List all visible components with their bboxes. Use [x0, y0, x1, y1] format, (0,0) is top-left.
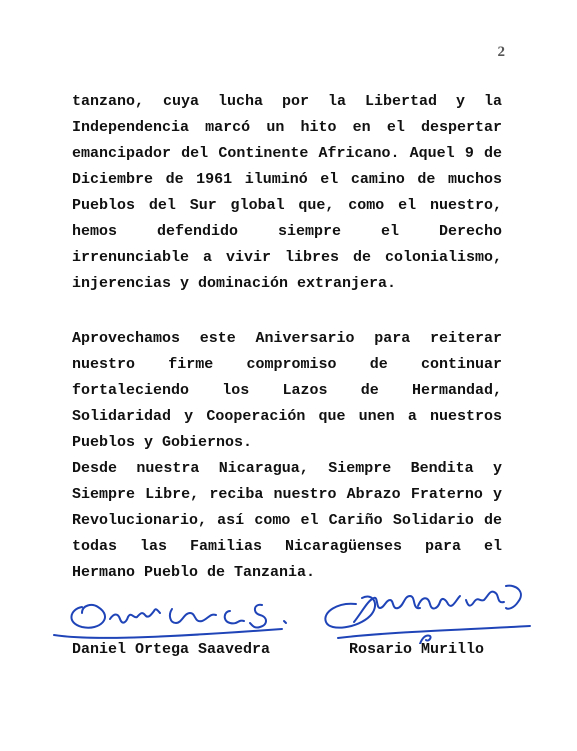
letter-paragraph-2: Aprovechamos este Aniversario para reiterar nuestro firme compromiso de continuar fortaleciendo los Lazos de Hermandad, Solidaridad y Cooperación que unen a nuestros Pueblos y Gobiernos.	[72, 330, 502, 451]
letter-paragraph-1: tanzano, cuya lucha por la Libertad y la Independencia marcó un hito en el despertar emancipador del Continente Africano. Aquel 9 de Diciembre de 1961 iluminó el camino de muchos Pueblos del Sur global que, como el nuestro, hemos defendido siempre el Derecho irrenunciable a vivir libres de colonialismo, injerencias y dominación extranjera.	[72, 93, 502, 292]
page-number: 2	[497, 44, 505, 60]
signatory-name-2: Rosario Murillo	[349, 641, 485, 658]
signature-daniel-ortega	[52, 595, 307, 645]
letter-paragraph-3: Desde nuestra Nicaragua, Siempre Bendita y Siempre Libre, reciba nuestro Abrazo Fraterno y Revolucionario, así como el Cariño Solidario de todas las Familias Nicaragüenses para el Hermano Pueblo de Tanzania.	[72, 460, 502, 581]
signatory-name-1: Daniel Ortega Saavedra	[72, 641, 271, 658]
signature-rosario-murillo	[318, 582, 533, 644]
